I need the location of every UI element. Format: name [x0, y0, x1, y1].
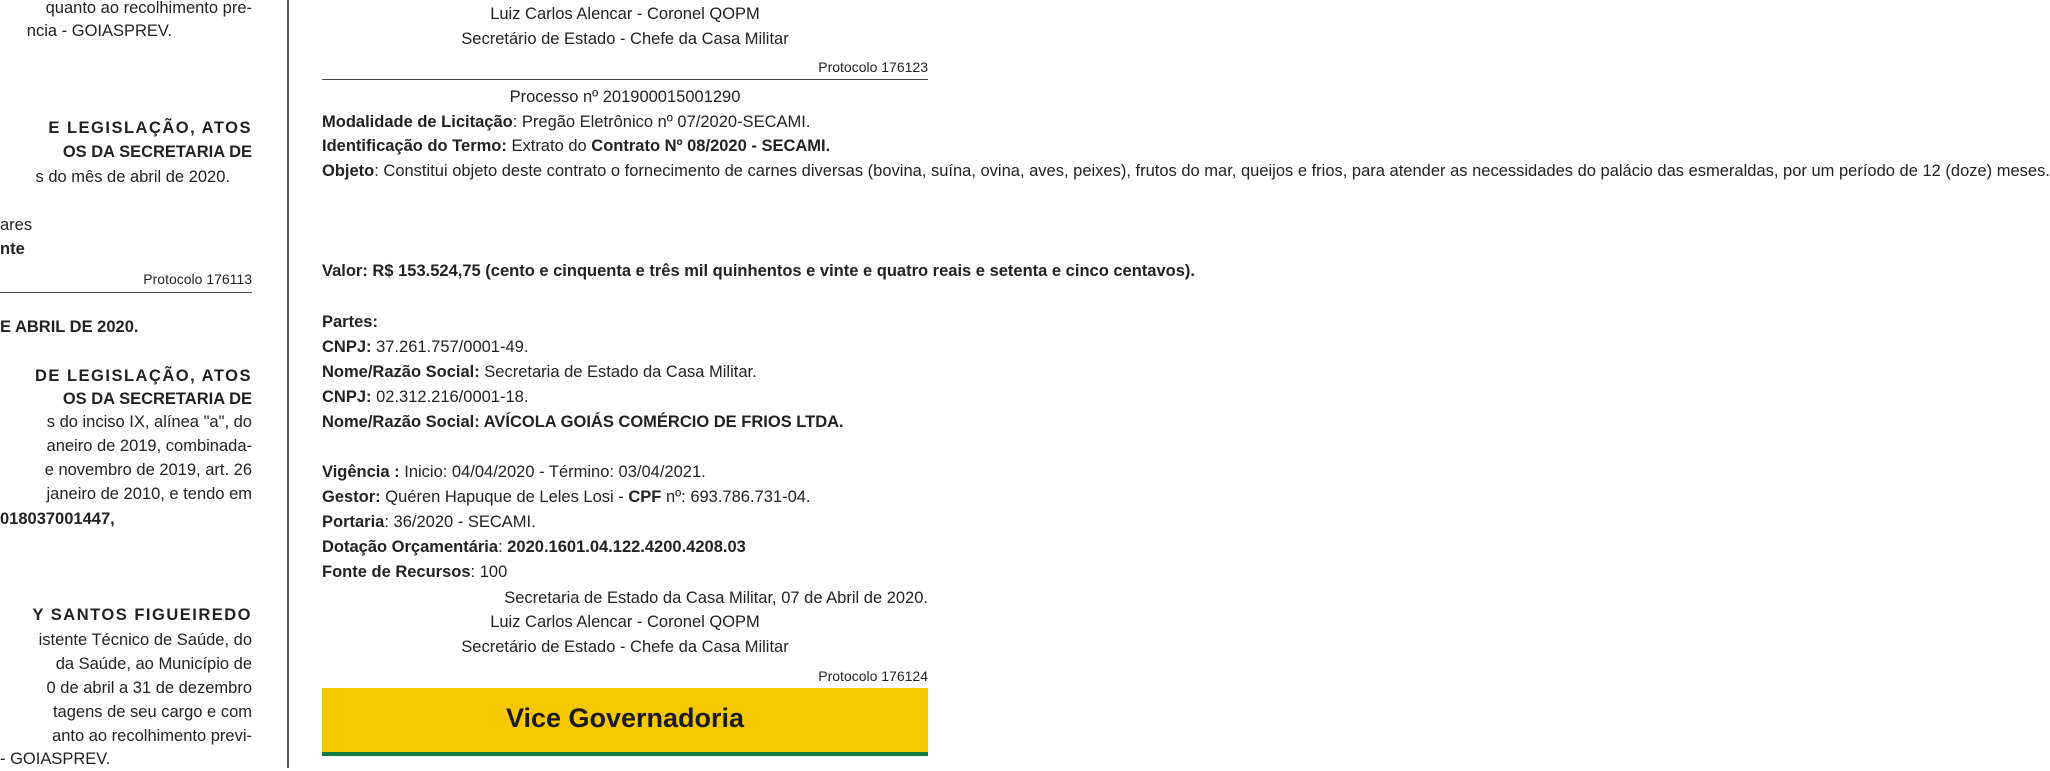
text-line: E ABRIL DE 2020.: [0, 318, 139, 336]
field-label: Modalidade de Licitação: [322, 113, 513, 131]
text-line: 0 de abril a 31 de dezembro: [46, 679, 252, 697]
vigencia-line: [322, 460, 928, 485]
signature-title: Secretário de Estado - Chefe da Casa Militar: [461, 30, 789, 48]
objeto-paragraph: [322, 159, 2050, 184]
field-label: Portaria: [322, 513, 385, 531]
text-line: anto ao recolhimento previ-: [52, 727, 252, 745]
cpf-value: nº: 693.786.731-04.: [661, 488, 811, 506]
right-column: [322, 0, 2050, 768]
partes-label: Partes:: [322, 313, 378, 331]
text-line: e novembro de 2019, art. 26: [44, 461, 252, 479]
field-label: Dotação Orçamentária: [322, 538, 499, 556]
divider: [0, 292, 252, 293]
field-label: Vigência :: [322, 463, 400, 481]
modalidade-line: [322, 110, 928, 135]
field-label: Objeto: [322, 162, 375, 180]
text-line: istente Técnico de Saúde, do: [38, 631, 252, 649]
field-label: CNPJ:: [322, 388, 372, 406]
text-line: da Saúde, ao Município de: [55, 655, 252, 673]
cnpj-line: [322, 335, 928, 360]
text-line: s do mês de abril de 2020.: [35, 168, 230, 186]
field-value: Extrato do: [506, 137, 592, 155]
field-value: Secretaria de Estado da Casa Militar.: [479, 363, 757, 381]
field-value: : Pregão Eletrônico nº 07/2020-SECAMI.: [512, 113, 811, 131]
column-divider: [287, 0, 289, 768]
section-title: Vice Governadoria: [505, 703, 745, 733]
text-line: 018037001447,: [0, 510, 115, 528]
text-line: ares: [0, 216, 33, 234]
field-label: Fonte de Recursos: [322, 563, 471, 581]
text-line: tagens de seu cargo e com: [52, 703, 252, 721]
text-line: nte: [0, 240, 25, 258]
protocol-label: Protocolo 176123: [818, 59, 928, 75]
field-value: 02.312.216/0001-18.: [371, 388, 529, 406]
dotacao-code: 2020.1601.04.122.4200.4208.03: [507, 538, 746, 556]
dotacao-line: [322, 535, 928, 560]
field-label: CNPJ:: [322, 338, 372, 356]
place-date: Secretaria de Estado da Casa Militar, 07 de Abril de 2020.: [504, 589, 928, 607]
gestor-line: [322, 485, 928, 510]
text-line: Y SANTOS FIGUEIREDO: [32, 606, 252, 624]
section-banner: [322, 688, 928, 756]
cnpj-line: [322, 385, 928, 410]
field-value: 37.261.757/0001-49.: [371, 338, 529, 356]
divider: [322, 79, 928, 80]
field-value: :: [498, 538, 508, 556]
field-value: Quéren Hapuque de Leles Losi -: [380, 488, 629, 506]
valor-paragraph: Valor: R$ 153.524,75 (cento e cinquenta e três mil quinhentos e vinte e quatro reais e setenta e cinco centavos).: [322, 262, 1195, 280]
field-value: : Constitui objeto deste contrato o fornecimento de carnes diversas (bovina, suína, ovina, aves, peixes), frutos do mar, queijos e frios, para atender as necessidades do palácio das esmeraldas, por um período de 12 (doze) meses.: [374, 162, 2050, 180]
text-line: OS DA SECRETARIA DE: [62, 390, 252, 408]
text-line: quanto ao recolhimento pre-: [45, 0, 252, 17]
signature-name: Luiz Carlos Alencar - Coronel QOPM: [490, 5, 760, 23]
text-line: OS DA SECRETARIA DE: [62, 143, 252, 161]
protocol-label: Protocolo 176124: [818, 668, 928, 684]
text-line: aneiro de 2019, combinada-: [46, 437, 252, 455]
identificacao-line: [322, 134, 928, 159]
contract-number: Contrato Nº 08/2020 - SECAMI.: [591, 137, 831, 155]
signature-name: Luiz Carlos Alencar - Coronel QOPM: [490, 613, 760, 631]
left-column: [0, 0, 252, 768]
field-label: Identificação do Termo:: [322, 137, 507, 155]
razao-social-paragraph: Nome/Razão Social: AVÍCOLA GOIÁS COMÉRCIO DE FRIOS LTDA.: [322, 413, 844, 431]
text-line: DE LEGISLAÇÃO, ATOS: [34, 367, 252, 385]
protocol-label: Protocolo 176113: [143, 271, 252, 287]
field-value: : 36/2020 - SECAMI.: [384, 513, 536, 531]
text-line: E LEGISLAÇÃO, ATOS: [48, 119, 252, 137]
signature-title: Secretário de Estado - Chefe da Casa Militar: [461, 638, 789, 656]
portaria-line: [322, 510, 928, 535]
text-line: - GOIASPREV.: [0, 750, 111, 768]
field-value: Inicio: 04/04/2020 - Término: 03/04/2021.: [399, 463, 706, 481]
text-line: janeiro de 2010, e tendo em: [46, 485, 252, 503]
field-value: : 100: [470, 563, 508, 581]
text-line: ncia - GOIASPREV.: [26, 22, 172, 40]
cpf-label: CPF: [628, 488, 662, 506]
process-number: Processo nº 201900015001290: [509, 88, 741, 106]
field-label: Gestor:: [322, 488, 381, 506]
fonte-line: [322, 560, 928, 585]
field-label: Nome/Razão Social:: [322, 363, 480, 381]
text-line: s do inciso IX, alínea "a", do: [46, 413, 252, 431]
razao-social-line: [322, 360, 928, 385]
